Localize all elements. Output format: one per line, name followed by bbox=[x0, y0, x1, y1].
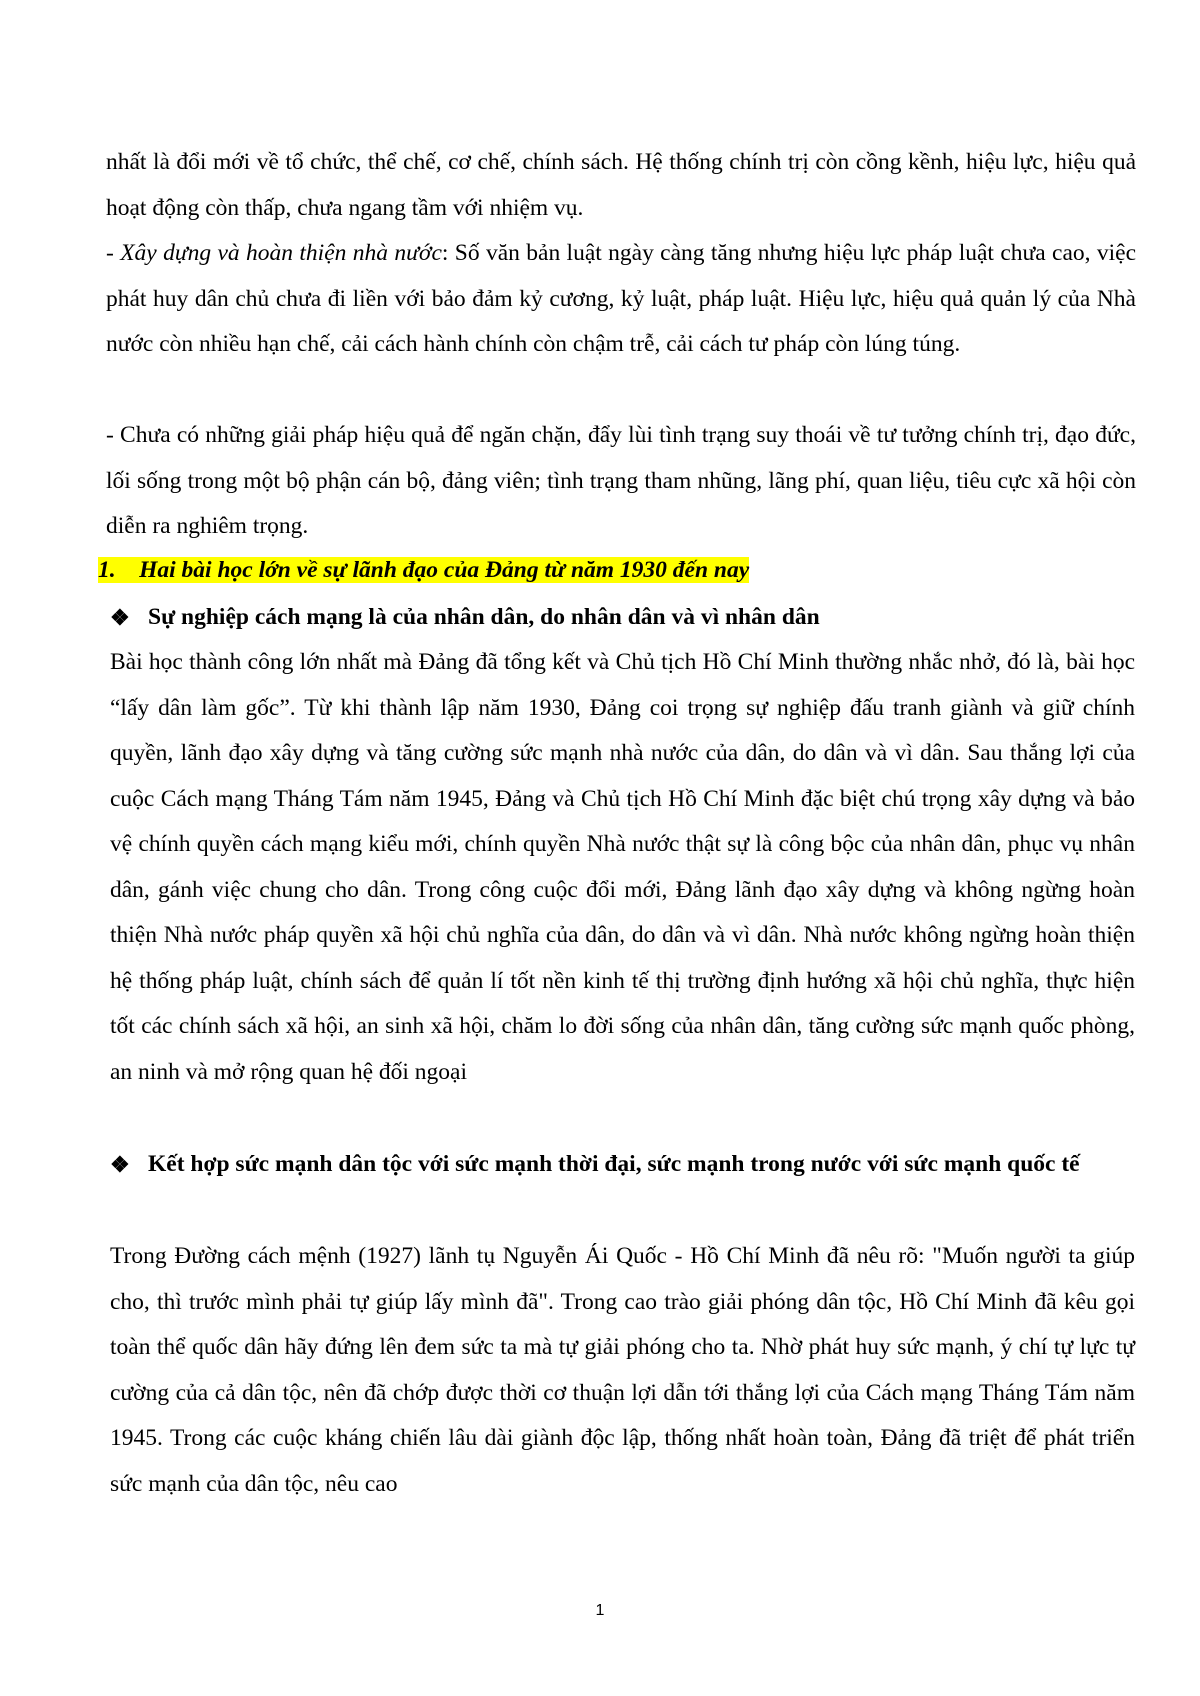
section-title: Hai bài học lớn về sự lãnh đạo của Đảng từ năm 1930 đến nay bbox=[139, 557, 750, 583]
paragraph-italic-term: Xây dựng và hoàn thiện nhà nước bbox=[120, 240, 442, 266]
paragraph-people-lesson: Bài học thành công lớn nhất mà Đảng đã tổng kết và Chủ tịch Hồ Chí Minh thường nhắc nhở, đó là, bài học “lấy dân làm gốc”. Từ khi thành lập năm 1930, Đảng coi trọng sự nghiệp đấu tranh giành và giữ chính quyền, lãnh đạo xây dựng và tăng cường sức mạnh nhà nước của dân, do dân và vì dân. Sau thắng lợi của cuộc Cách mạng Tháng Tám năm 1945, Đảng và Chủ tịch Hồ Chí Minh đặc biệt chú trọng xây dựng và bảo vệ chính quyền cách mạng kiểu mới, chính quyền Nhà nước thật sự là công bộc của nhân dân, phục vụ nhân dân, gánh việc chung cho dân. Trong công cuộc đổi mới, Đảng lãnh đạo xây dựng và không ngừng hoàn thiện Nhà nước pháp quyền xã hội chủ nghĩa của dân, do dân và vì dân. Nhà nước không ngừng hoàn thiện hệ thống pháp luật, chính sách để quản lí tốt nền kinh tế thị trường định hướng xã hội chủ nghĩa, thực hiện tốt các chính sách xã hội, an sinh xã hội, chăm lo đời sống của nhân dân, tăng cường sức mạnh quốc phòng, an ninh và mở rộng quan hệ đối ngoại bbox=[110, 649, 1135, 1085]
bullet-heading-national-strength-text: Kết hợp sức mạnh dân tộc với sức mạnh thời đại, sức mạnh trong nước với sức mạnh quốc tế bbox=[148, 1151, 1080, 1177]
paragraph-degradation: - Chưa có những giải pháp hiệu quả để ngăn chặn, đẩy lùi tình trạng suy thoái về tư tưởng chính trị, đạo đức, lối sống trong một bộ phận cán bộ, đảng viên; tình trạng tham nhũng, lãng phí, quan liệu, tiêu cực xã hội còn diễn ra nghiêm trọng. bbox=[106, 422, 1136, 539]
paragraph-state-building bbox=[106, 231, 1136, 368]
bullet-heading-national-strength bbox=[110, 1142, 1130, 1188]
section-number: 1. bbox=[98, 557, 116, 583]
bullet-heading-people bbox=[110, 595, 1130, 641]
paragraph-national-strength: Trong Đường cách mệnh (1927) lãnh tụ Nguyễn Ái Quốc - Hồ Chí Minh đã nêu rõ: "Muốn người ta giúp cho, thì trước mình phải tự giúp lấy mình đã". Trong cao trào giải phóng dân tộc, Hồ Chí Minh đã kêu gọi toàn thể quốc dân hãy đứng lên đem sức ta mà tự giải phóng cho ta. Nhờ phát huy sức mạnh, ý chí tự lực tự cường của cả dân tộc, nên đã chớp được thời cơ thuận lợi dẫn tới thắng lợi của Cách mạng Tháng Tám năm 1945. Trong các cuộc kháng chiến lâu dài giành độc lập, thống nhất hoàn toàn, Đảng đã triệt để phát triển sức mạnh của dân tộc, nêu cao bbox=[110, 1243, 1135, 1497]
page-number: 1 bbox=[595, 1602, 605, 1619]
paragraph-state-building-text: : Số văn bản luật ngày càng tăng nhưng hiệu lực pháp luật chưa cao, việc phát huy dân chủ chưa đi liền với bảo đảm kỷ cương, kỷ luật, pháp luật. Hiệu lực, hiệu quả quản lý của Nhà nước còn nhiều hạn chế, cải cách hành chính còn chậm trễ, cải cách tư pháp còn lúng túng. bbox=[106, 240, 1137, 357]
paragraph-dash: - bbox=[106, 240, 121, 266]
bullet-heading-people-text: Sự nghiệp cách mạng là của nhân dân, do nhân dân và vì nhân dân bbox=[148, 604, 820, 630]
diamond-bullet-icon: ❖ bbox=[110, 1152, 130, 1177]
section-heading bbox=[98, 548, 749, 594]
paragraph-political-system: nhất là đổi mới về tổ chức, thể chế, cơ chế, chính sách. Hệ thống chính trị còn cồng kềnh, hiệu lực, hiệu quả hoạt động còn thấp, chưa ngang tầm với nhiệm vụ. bbox=[106, 149, 1136, 221]
diamond-bullet-icon: ❖ bbox=[110, 605, 130, 630]
